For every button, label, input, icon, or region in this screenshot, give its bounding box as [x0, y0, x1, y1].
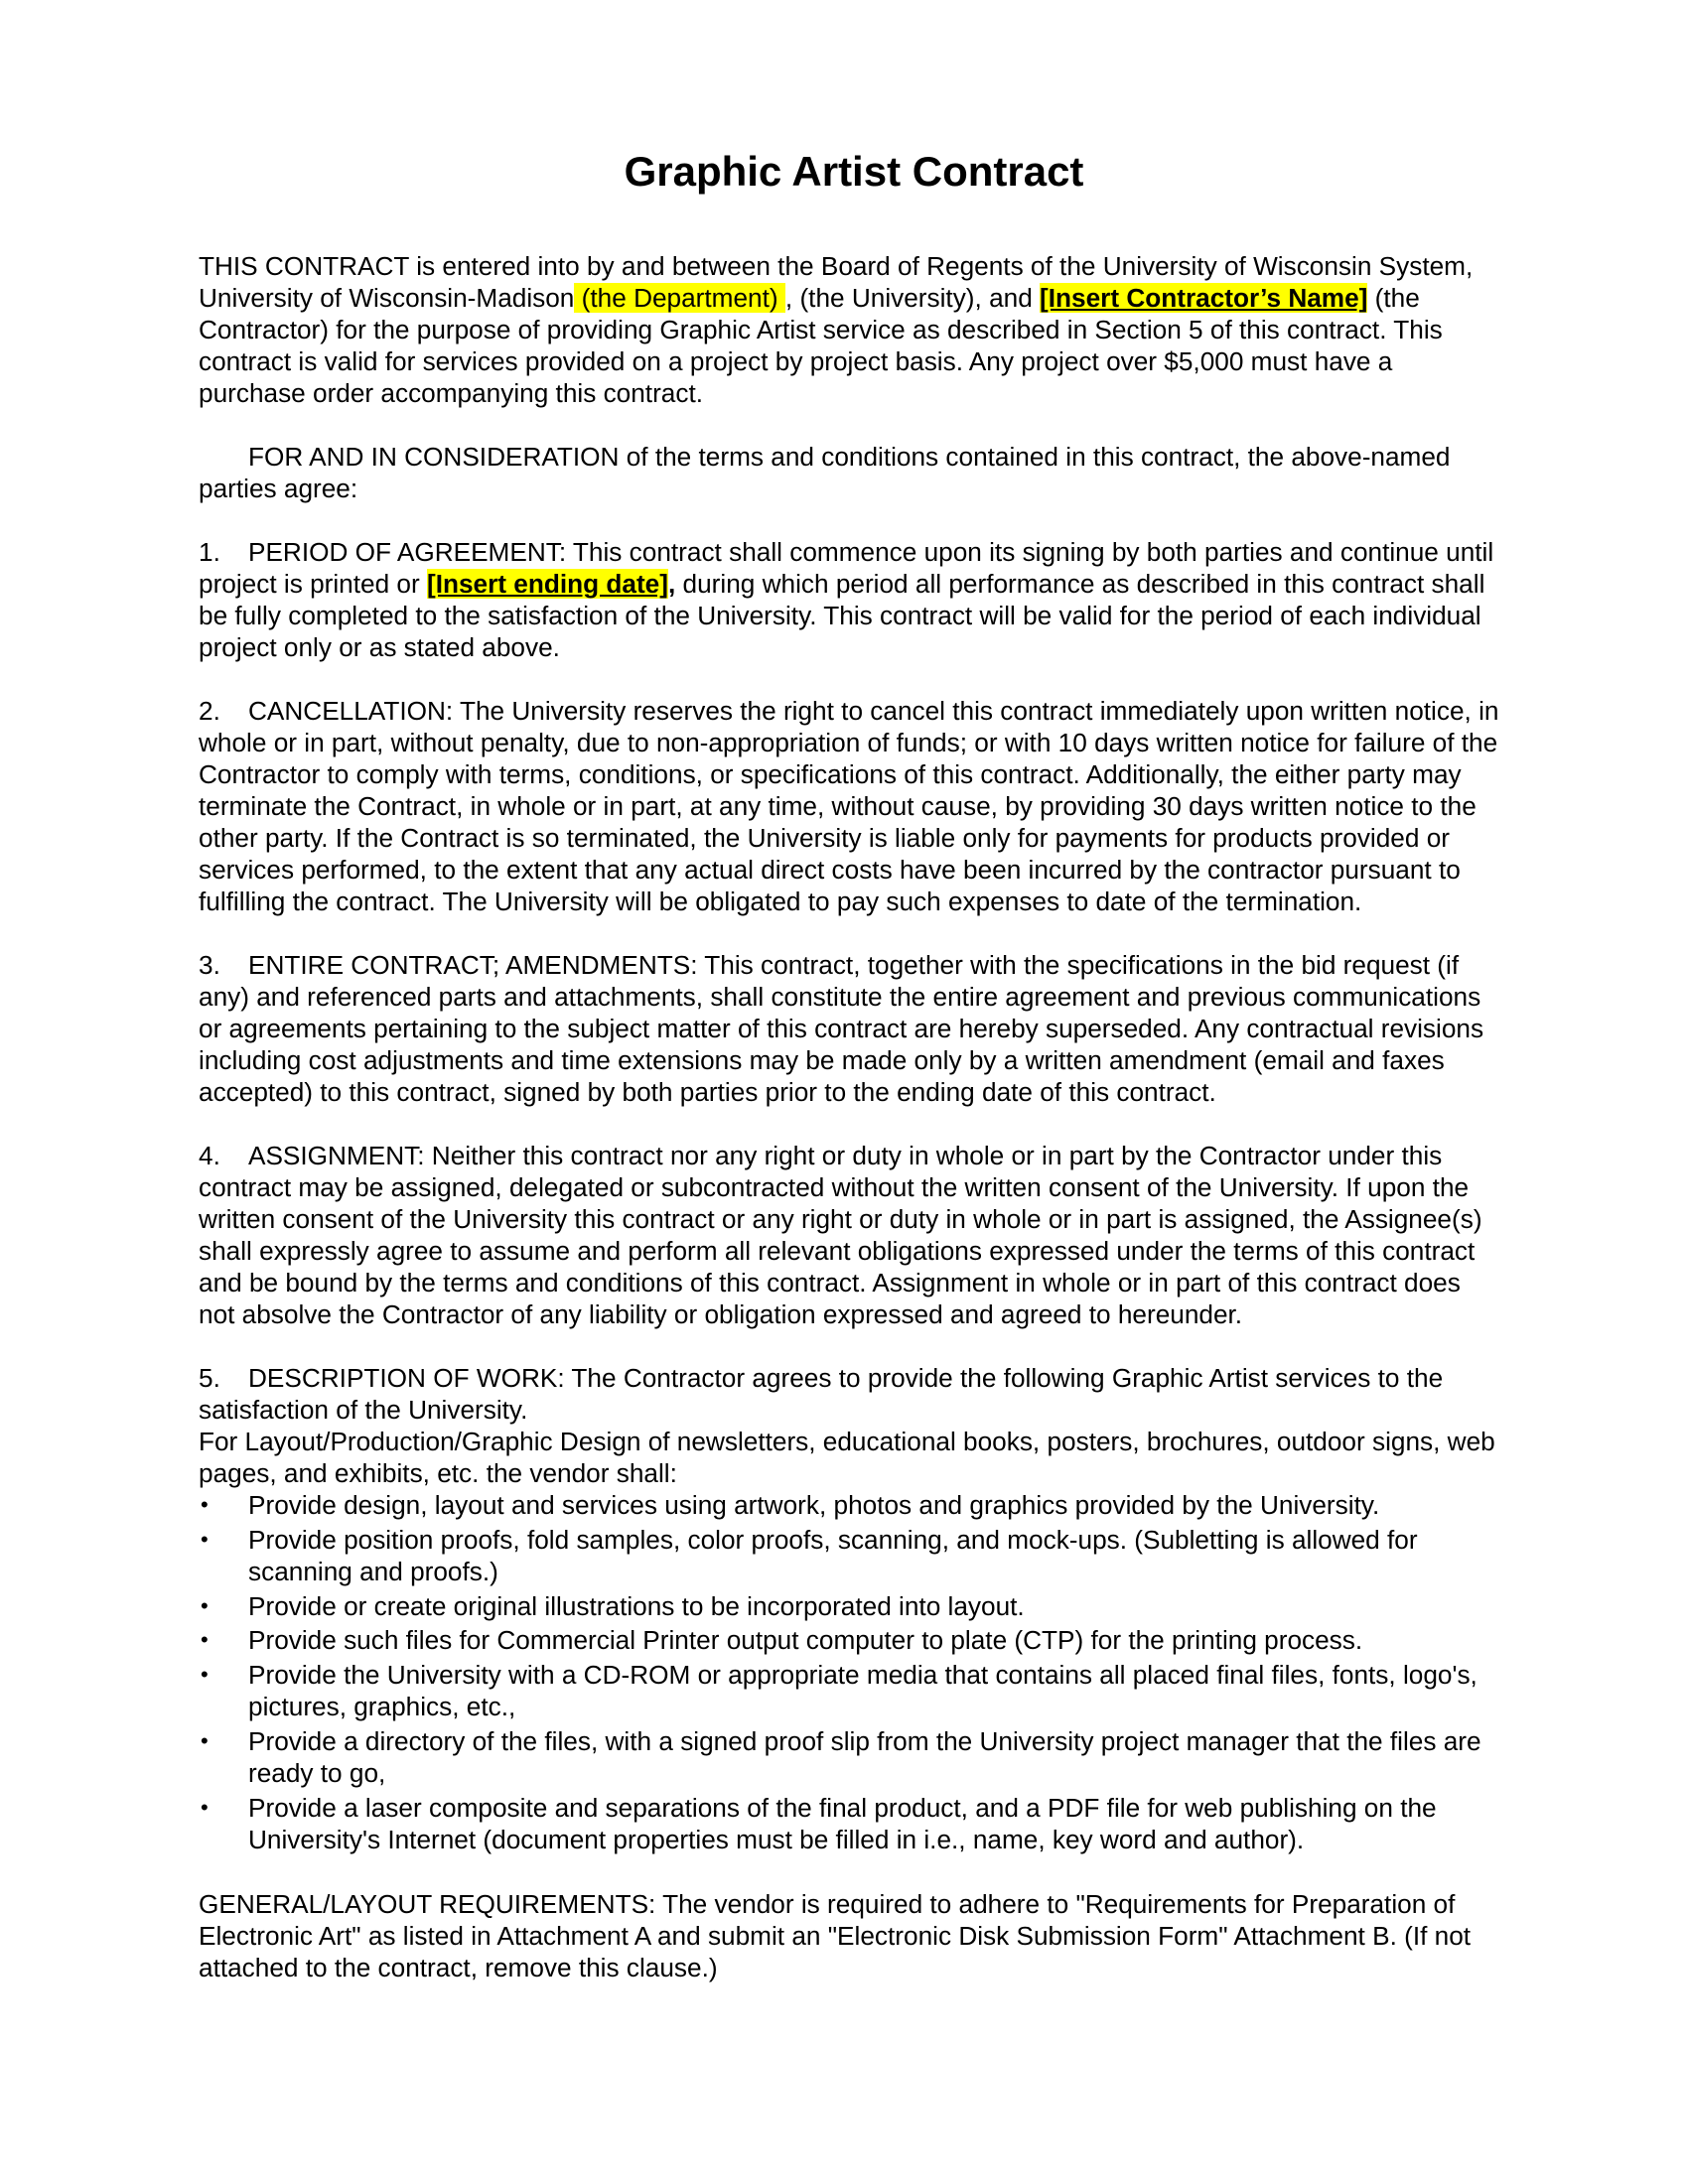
section-number: 3.	[199, 950, 220, 980]
department-placeholder: (the Department)	[574, 283, 785, 313]
section-2-cancellation	[199, 695, 1499, 917]
list-item-text: Provide or create original illustrations to be incorporated into layout.	[248, 1590, 1025, 1621]
bullet-icon: •	[201, 1492, 209, 1517]
intro-paragraph	[199, 250, 1499, 409]
section-1-period-of-agreement	[199, 536, 1499, 663]
section-3-text: ENTIRE CONTRACT; AMENDMENTS: This contract, together with the specifications in the bid request (if any) and referenced parts and attachments, shall constitute the entire agreement and previous communications or agreements pertaining to the subject matter of this contract are hereby superseded. Any contractual revisions including cost adjustments and time extensions may be made only by a written amendment (email and faxes accepted) to this contract, signed by both parties prior to the ending date of this contract.	[199, 950, 1484, 1107]
section-5-text: DESCRIPTION OF WORK: The Contractor agrees to provide the following Graphic Artist services to the satisfaction of the University.	[199, 1363, 1444, 1425]
contractor-name-placeholder: [Insert Contractor’s Name]	[1040, 283, 1368, 313]
intro-text-3: (the Contractor) for the purpose of providing Graphic Artist service as described in Section 5 of this contract. This contract is valid for services provided on a project by project basis. Any project over $5,000 must have a purchase order accompanying this contract.	[199, 283, 1443, 408]
list-item	[199, 1792, 1499, 1856]
list-item	[199, 1725, 1499, 1790]
list-item	[199, 1489, 1499, 1522]
list-item-text: Provide a directory of the files, with a signed proof slip from the University project manager that the files are ready to go,	[248, 1725, 1481, 1788]
section-3-entire-contract	[199, 949, 1499, 1108]
ending-date-placeholder: [Insert ending date]	[426, 569, 668, 599]
list-item-text: Provide such files for Commercial Printer output computer to plate (CTP) for the printing process.	[248, 1625, 1363, 1655]
bullet-icon: •	[201, 1727, 209, 1753]
document-title: Graphic Artist Contract	[624, 148, 1084, 195]
list-item	[199, 1590, 1499, 1623]
section-1-text-2: during which period all performance as described in this contract shall be fully completed to the satisfaction of the University. This contract will be valid for the period of each individual project only or as stated above.	[199, 569, 1485, 662]
list-item-text: Provide position proofs, fold samples, color proofs, scanning, and mock-ups. (Subletting is allowed for scanning and proofs.)	[248, 1524, 1418, 1586]
section-4-text: ASSIGNMENT: Neither this contract nor any right or duty in whole or in part by the Contractor under this contract may be assigned, delegated or subcontracted without the written consent of the University. If upon the written consent of the University this contract or any right or duty in whole or in part is assigned, the Assignee(s) shall expressly agree to assume and perform all relevant obligations expressed under the terms of this contract and be bound by the terms and conditions of this contract. Assignment in whole or in part of this contract does not absolve the Contractor of any liability or obligation expressed and agreed to hereunder.	[199, 1141, 1482, 1329]
consideration-paragraph: FOR AND IN CONSIDERATION of the terms and conditions contained in this contract, the above-named parties agree:	[199, 442, 1451, 503]
list-item-text: Provide design, layout and services using artwork, photos and graphics provided by the University.	[248, 1490, 1380, 1520]
intro-text-1: THIS CONTRACT is entered into by and between the Board of Regents of the University of Wisconsin System, University of Wisconsin-Madison	[199, 251, 1474, 313]
bullet-icon: •	[201, 1627, 209, 1652]
bullet-icon: •	[201, 1526, 209, 1552]
section-2-text: CANCELLATION: The University reserves the right to cancel this contract immediately upon written notice, in whole or in part, without penalty, due to non-appropriation of funds; or with 10 days written notice for failure of the Contractor to comply with terms, conditions, or specifications of this contract. Additionally, the either party may terminate the Contract, in whole or in part, at any time, without cause, by providing 30 days written notice to the other party. If the Contract is so terminated, the University is liable only for payments for products provided or services performed, to the extent that any actual direct costs have been incurred by the contractor pursuant to fulfilling the contract. The University will be obligated to pay such expenses to date of the termination.	[199, 696, 1499, 916]
list-item	[199, 1524, 1499, 1588]
bullet-icon: •	[201, 1592, 209, 1618]
intro-text-2: , (the University), and	[784, 283, 1041, 313]
section-number: 1.	[199, 537, 220, 567]
general-layout-requirements: GENERAL/LAYOUT REQUIREMENTS: The vendor is required to adhere to "Requirements for Preparation of Electronic Art" as listed in Attachment A and submit an "Electronic Disk Submission Form" Attachment B. (If not attached to the contract, remove this clause.)	[199, 1888, 1472, 1982]
section-number: 5.	[199, 1363, 220, 1393]
list-item	[199, 1624, 1499, 1657]
document-page	[199, 147, 1499, 2015]
section-number: 4.	[199, 1141, 220, 1170]
work-bullet-list	[199, 1489, 1499, 1856]
list-item-text: Provide a laser composite and separations of the final product, and a PDF file for web publishing on the University's Internet (document properties must be filled in i.e., name, key word and author).	[248, 1792, 1437, 1854]
section-4-assignment	[199, 1140, 1499, 1330]
section-5-description-of-work	[199, 1362, 1499, 1426]
section-5-lead: For Layout/Production/Graphic Design of newsletters, educational books, posters, brochures, outdoor signs, web pages, and exhibits, etc. the vendor shall:	[199, 1427, 1495, 1488]
list-item	[199, 1659, 1499, 1723]
section-number: 2.	[199, 696, 220, 726]
bullet-icon: •	[201, 1794, 209, 1820]
bullet-icon: •	[201, 1661, 209, 1687]
section-1-text-1: PERIOD OF AGREEMENT: This contract shall commence upon its signing by both parties and continue until project is printed or	[199, 537, 1494, 599]
section-1-comma: ,	[667, 569, 676, 599]
list-item-text: Provide the University with a CD-ROM or appropriate media that contains all placed final files, fonts, logo's, pictures, graphics, etc.,	[248, 1659, 1477, 1721]
